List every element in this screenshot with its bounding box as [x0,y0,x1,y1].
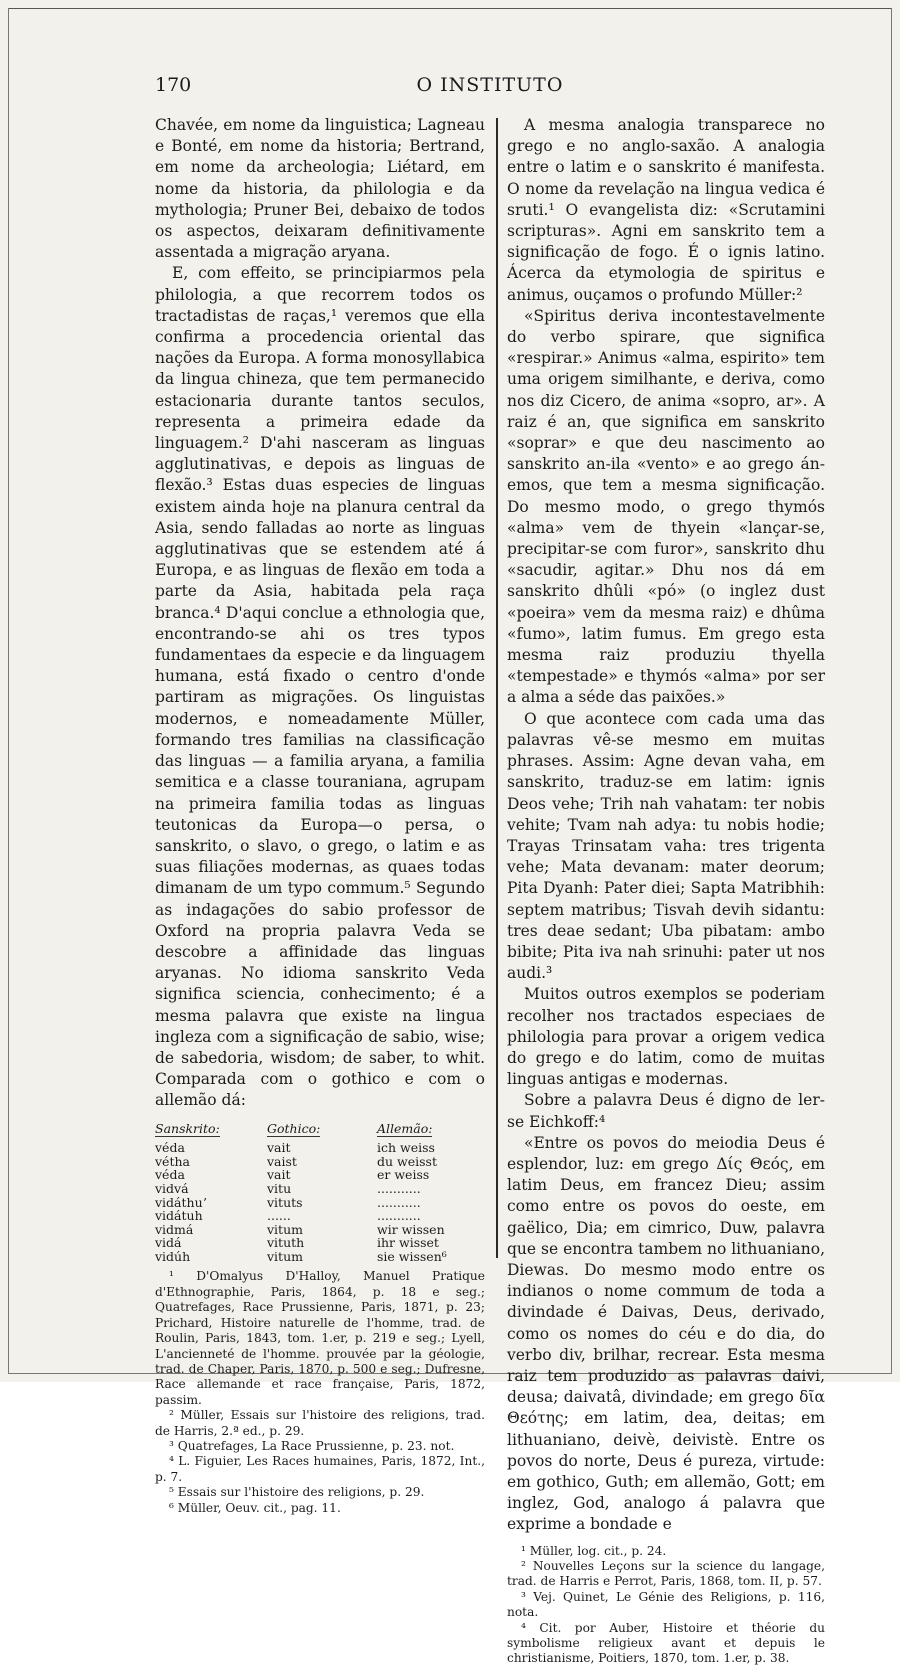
table-row [155,1155,473,1169]
table-cell: vituts [267,1194,303,1210]
table-row [155,1196,473,1210]
footnote: ¹ Müller, log. cit., p. 24. [521,1543,667,1558]
right-paragraph: O que acontece com cada uma das palavras vê-se mesmo em muitas phrases. Assim: Agne devan vaha, em sanskrito, traduz-se em latim: ignis Deos vehe; Trih nah vahatam: ter nobis vehite; Tvam nah adya: tu nobis hodie; Trayas Trinsatam vaha: tres trigenta vehe; Mata devanam: mater deorum; Pita Dyanh: Pater diei; Sapta Matribhih: septem matribus; Tisvah devih sidantu: tres deae sedant; Uba pibatam: ambo bibite; Pita iva nah srinuhi: pater ut nos audi.³ [507,709,825,983]
footnote: ² Nouvelles Leçons sur la science du langage, trad. de Harris e Perrot, Paris, 1868, tom. II, p. 57. [507,1559,825,1589]
left-paragraph: Chavée, em nome da linguistica; Lagneau e Bonté, em nome da historia; Bertrand, em nome da archeologia; Liétard, em nome da historia, da philologia e da mythologia; Pruner Bei, debaixo de todos os aspectos, deixaram definitivamente assentada a migração aryana. [155,116,485,262]
table-cell: vaist [267,1153,297,1169]
left-footnotes [155,1269,485,1516]
table-cell: vitum [267,1248,303,1264]
left-paragraph: E, com effeito, se principiarmos pela philologia, a que recorrem todos os tractadistas de raças,¹ veremos que ella confirma a procedencia oriental das nações da Europa. A forma monosyllabica da lingua chineza, que tem permanecido estacionaria durante tantos seculos, representa a primeira edade da linguagem.² D'ahi nasceram as linguas agglutinativas, e depois as linguas de flexão.³ Estas duas especies de linguas existem ainda hoje na planura central da Asia, sendo falladas ao norte as linguas agglutinativas que se estendem até á Europa, e as linguas de flexão em toda a parte da Asia, habitada pela raça branca.⁴ D'aqui conclue a ethnologia que, encontrando-se ahi os tres typos fundamentaes da especie e da linguagem humana, está fixado o centro d'onde partiram as migrações. Os linguistas modernos, e nomeadamente Müller, formando tres familias na classificação das linguas — a familia aryana, a familia semitica e a classe touraniana, agrupam na primeira familia todas as linguas teutonicas da Europa—o persa, o sanskrito, o slavo, o grego, o latim e as suas filiações modernas, as quaes todas dimanam de um typo commum.⁵ Segundo as indagações do sabio professor de Oxford na propria palavra Veda se descobre a affinidade das linguas aryanas. No idioma sanskrito Veda significa sciencia, conhecimento; é a mesma palavra que existe na lingua ingleza com a significação de sabio, wise; de sabedoria, wisdom; de saber, to whit. Comparada com o gothico e com o allemão dá: [155,264,485,1110]
table-cell: vidvá [155,1180,189,1196]
table-cell: ........... [377,1208,421,1224]
right-paragraph: Sobre a palavra Deus é digno de ler-se Eichkoff:⁴ [507,1091,825,1131]
footnote: ⁴ Cit. por Auber, Histoire et théorie du symbolisme religieux avant et depuis le christianisme, Poitiers, 1870, tom. 1.er, p. 38. [507,1620,825,1666]
table-row [155,1168,473,1182]
left-column [155,115,485,1516]
table-cell: vait [267,1167,291,1183]
footnote: ³ Vej. Quinet, Le Génie des Religions, p. 116, nota. [507,1589,825,1620]
table-cell: vait [267,1140,291,1156]
page-frame-right [891,8,892,1374]
footnote: ⁶ Müller, Oeuv. cit., pag. 11. [169,1500,341,1515]
table-header-gothico: Gothico: [267,1120,321,1136]
table-cell: vidáthuʼ [155,1194,207,1210]
table-cell: ich weiss [377,1140,435,1156]
table-row [155,1141,473,1155]
table-cell: ihr wisset [377,1235,439,1251]
table-cell: vituth [267,1235,305,1251]
language-comparison-table [155,1122,473,1264]
table-row [155,1236,473,1250]
table-cell: vidátuh [155,1208,203,1224]
table-cell: vétha [155,1153,190,1169]
table-row [155,1182,473,1196]
right-paragraph: A mesma analogia transparece no grego e no anglo-saxão. A analogia entre o latim e o sanskrito é manifesta. O nome da revelação na lingua vedica é sruti.¹ O evangelista diz: «Scrutamini scripturas». Agni em sanskrito tem a significação de fogo. É o ignis latino. Ácerca da etymologia de spiritus e animus, ouçamos o profundo Müller:² [507,116,825,304]
right-paragraph: «Entre os povos do meiodia Deus é esplendor, luz: em grego Δίς Θεός, em latim Deus, em francez Dieu; assim como entre os povos do oeste, em gaëlico, Dia; em cimrico, Duw, palavra que se encontra tambem no lithuaniano, Diewas. Do mesmo modo entre os indianos o nome commum de toda a divindade é Daivas, Deus, derivado, como os nomes do céu e do dia, do verbo div, brilhar, recrear. Esta mesma raiz tem produzido as palavras daivi, deusa; daivatâ, divindade; em grego δῖα Θεότης; em latim, dea, deitas; em lithuaniano, deivè, deivistè. Entre os povos do norte, Deus é pureza, virtude: em gothico, Guth; em allemão, Gott; em inglez, God, analogo á palavra que exprime a bondade e [507,1133,825,1534]
footnote: ⁵ Essais sur l'histoire des religions, p. 29. [169,1485,425,1500]
page-number: 170 [155,74,192,96]
right-paragraph: Muitos outros exemplos se poderiam recolher nos tractados especiaes de philologia para provar a origem vedica do grego e do latim, como de muitas linguas antigas e modernas. [507,985,825,1089]
footnote: ⁴ L. Figuier, Les Races humaines, Paris, 1872, Int., p. 7. [155,1454,485,1484]
table-header-allemao: Allemão: [377,1120,433,1136]
right-footnotes [507,1544,825,1667]
table-cell: sie wissen⁶ [377,1248,447,1264]
running-title: O INSTITUTO [416,74,564,96]
footnote: ¹ D'Omalyus D'Halloy, Manuel Pratique d'Ethnographie, Paris, 1864, p. 18 e seg.; Quatrefages, Race Prussienne, Paris, 1871, p. 23; Prichard, Histoire naturelle de l'homme, trad. de Roulin, Paris, 1843, tom. 1.er, p. 219 e seg.; Lyell, L'ancienneté de l'homme. prouvée par la géologie, trad. de Chaper, Paris, 1870, p. 500 e seg.; Dufresne, Race allemande et race française, Paris, 1872, passim. [155,1269,485,1407]
page-header [155,74,825,100]
table-cell: ........... [377,1194,421,1210]
footnote: ² Müller, Essais sur l'histoire des religions, trad. de Harris, 2.ª ed., p. 29. [155,1408,485,1438]
table-cell: vidá [155,1235,182,1251]
table-header-sanskrito: Sanskrito: [155,1120,220,1136]
page-frame-left [8,8,9,1374]
table-cell: véda [155,1167,185,1183]
table-cell: vidmá [155,1221,194,1237]
page-frame-top [8,8,892,9]
right-column [507,115,825,1667]
table-row [155,1223,473,1237]
table-row [155,1250,473,1264]
table-cell: ........... [377,1180,421,1196]
table-cell: du weisst [377,1153,437,1169]
table-cell: vitum [267,1221,303,1237]
table-row [155,1209,473,1223]
footnote: ³ Quatrefages, La Race Prussienne, p. 23. not. [169,1438,455,1453]
table-cell: vitu [267,1180,292,1196]
table-header-row [155,1122,473,1142]
table-cell: wir wissen [377,1221,445,1237]
table-cell: er weiss [377,1167,430,1183]
table-cell: véda [155,1140,185,1156]
table-cell: vidúh [155,1248,191,1264]
column-divider [496,118,498,1258]
table-cell: ...... [267,1208,291,1224]
right-paragraph: «Spiritus deriva incontestavelmente do verbo spirare, que significa «respirar.» Animus «alma, espirito» tem uma origem similhante, e deriva, como nos diz Cicero, de anima «sopro, ar». A raiz é an, que significa em sanskrito «soprar» e que deu nascimento ao sanskrito an-ila «vento» e ao grego án-emos, que tem a mesma significação. Do mesmo modo, o grego thymós «alma» vem de thyein «lançar-se, precipitar-se com furor», sanskrito dhu «sacudir, agitar.» Dhu nos dá em sanskrito dhûli «pó» (o inglez dust «poeira» vem da mesma raiz) e dhûma «fumo», latim fumus. Em grego esta mesma raiz produziu thyella «tempestade» e thymós «alma» por ser a alma a séde das paixões.» [507,306,825,707]
